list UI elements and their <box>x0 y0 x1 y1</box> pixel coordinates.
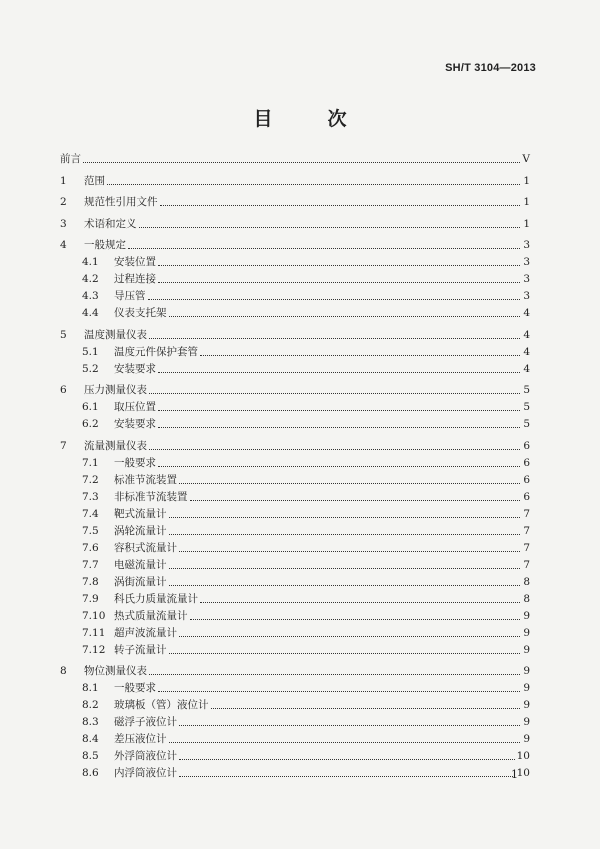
dot-leader <box>148 299 521 300</box>
dot-leader <box>158 466 520 467</box>
toc-entry-number: 7.7 <box>82 558 99 571</box>
toc-entry-title: 仪表支托架 <box>114 307 167 319</box>
page-title: 目 次 <box>253 108 365 130</box>
toc-entry-title: 前言 <box>60 153 81 165</box>
toc-entry-number: 6.2 <box>82 418 99 430</box>
toc-entry[interactable] <box>60 399 530 416</box>
toc-entry-title: 术语和定义 <box>84 217 137 230</box>
dot-leader <box>169 653 521 654</box>
toc-entry-page: 4 <box>523 345 530 358</box>
toc-entry-number: 8.5 <box>82 750 99 762</box>
toc-entry[interactable] <box>60 731 530 748</box>
toc-entry-number: 6.1 <box>82 401 99 413</box>
toc-entry-page: 8 <box>523 575 530 588</box>
dot-leader <box>158 265 520 266</box>
toc-entry-title: 导压管 <box>114 290 146 302</box>
toc-entry[interactable] <box>60 305 530 322</box>
toc-entry[interactable] <box>60 765 530 782</box>
toc-entry-number: 8.4 <box>82 733 99 745</box>
toc-entry[interactable] <box>60 438 530 455</box>
toc-entry[interactable] <box>60 748 530 765</box>
toc-entry-title: 玻璃板（管）液位计 <box>114 699 209 711</box>
toc-entry-title: 转子流量计 <box>114 643 167 656</box>
toc-entry[interactable] <box>60 714 530 731</box>
toc-entry-page: 5 <box>523 418 530 430</box>
toc-entry-number: 8 <box>60 665 67 677</box>
toc-entry-title: 电磁流量计 <box>114 558 167 571</box>
dot-leader <box>169 568 521 569</box>
toc-entry[interactable] <box>60 608 530 625</box>
page-number: 1 <box>511 768 518 781</box>
toc-entry-title: 外浮筒液位计 <box>114 750 177 762</box>
toc-entry-title: 安装要求 <box>114 362 156 375</box>
toc-entry-number: 1 <box>60 174 67 187</box>
toc-entry-page: 9 <box>523 626 530 639</box>
toc-entry-page: V <box>522 153 530 165</box>
toc-entry-number: 5 <box>60 328 67 341</box>
toc-entry-title: 一般要求 <box>114 456 156 469</box>
dot-leader <box>158 372 520 373</box>
toc-entry-page: 9 <box>523 609 530 622</box>
toc-entry-page: 3 <box>523 256 530 268</box>
toc-entry-title: 超声波流量计 <box>114 626 177 639</box>
dot-leader <box>158 691 520 692</box>
dot-leader <box>83 162 520 163</box>
toc-entry-page: 7 <box>523 558 530 571</box>
toc-entry-title: 范围 <box>84 174 105 187</box>
toc-entry-number: 7.2 <box>82 473 99 486</box>
dot-leader <box>169 316 521 317</box>
toc-entry[interactable] <box>60 506 530 523</box>
dot-leader <box>139 227 521 228</box>
toc-entry[interactable] <box>60 271 530 288</box>
toc-entry[interactable] <box>60 540 530 557</box>
toc-entry-number: 7.1 <box>82 456 99 469</box>
toc-entry-page: 9 <box>523 665 530 677</box>
toc-entry[interactable] <box>60 472 530 489</box>
dot-leader <box>149 393 520 394</box>
toc-entry-number: 8.3 <box>82 716 99 728</box>
toc-entry-page: 6 <box>523 473 530 486</box>
toc-entry-title: 物位测量仪表 <box>84 665 147 677</box>
toc-entry-number: 7.3 <box>82 490 99 503</box>
toc-entry-title: 取压位置 <box>114 401 156 413</box>
toc-entry[interactable] <box>60 344 530 361</box>
toc-entry[interactable] <box>60 151 530 168</box>
toc-entry-number: 7.8 <box>82 575 99 588</box>
toc-entry-number: 7.10 <box>82 609 106 622</box>
toc-entry-number: 7 <box>60 439 67 452</box>
toc-entry[interactable] <box>60 680 530 697</box>
dot-leader <box>149 338 520 339</box>
toc-entry-page: 9 <box>523 643 530 656</box>
toc-entry-page: 1 <box>523 174 530 187</box>
toc-entry-title: 温度元件保护套管 <box>114 345 198 358</box>
toc-entry-title: 压力测量仪表 <box>84 384 147 396</box>
toc-entry-title: 容积式流量计 <box>114 541 177 554</box>
toc-entry-page: 6 <box>523 439 530 452</box>
toc-entry-number: 7.11 <box>82 626 106 639</box>
toc-entry-page: 9 <box>523 682 530 694</box>
dot-leader <box>179 725 520 726</box>
toc-entry-title: 温度测量仪表 <box>84 328 147 341</box>
dot-leader <box>169 585 521 586</box>
dot-leader <box>169 517 521 518</box>
dot-leader <box>211 708 521 709</box>
toc-entry-number: 4.2 <box>82 273 99 285</box>
toc-entry-page: 10 <box>516 750 530 762</box>
table-of-contents <box>60 151 530 782</box>
dot-leader <box>179 776 515 777</box>
toc-entry[interactable] <box>60 489 530 506</box>
toc-entry-number: 7.12 <box>82 643 106 656</box>
toc-entry-title: 一般要求 <box>114 682 156 694</box>
toc-entry-number: 4 <box>60 239 67 251</box>
toc-entry-page: 1 <box>523 217 530 230</box>
toc-entry-number: 3 <box>60 217 67 230</box>
toc-entry-page: 5 <box>523 384 530 396</box>
toc-entry[interactable] <box>60 642 530 659</box>
dot-leader <box>179 759 515 760</box>
dot-leader <box>128 248 520 249</box>
toc-entry[interactable] <box>60 361 530 378</box>
toc-entry-title: 流量测量仪表 <box>84 439 147 452</box>
toc-entry-title: 一般规定 <box>84 239 126 251</box>
toc-entry-title: 热式质量流量计 <box>114 609 188 622</box>
toc-entry-page: 6 <box>523 456 530 469</box>
toc-entry-page: 3 <box>523 239 530 251</box>
toc-entry-title: 磁浮子液位计 <box>114 716 177 728</box>
document-code: SH/T 3104—2013 <box>445 62 536 74</box>
toc-entry[interactable] <box>60 237 530 254</box>
dot-leader <box>179 483 520 484</box>
toc-entry-number: 8.6 <box>82 767 99 779</box>
toc-entry[interactable] <box>60 455 530 472</box>
toc-entry-page: 4 <box>523 328 530 341</box>
dot-leader <box>158 282 520 283</box>
toc-entry-page: 7 <box>523 524 530 537</box>
toc-entry[interactable] <box>60 663 530 680</box>
dot-leader <box>190 500 521 501</box>
toc-entry[interactable] <box>60 194 530 211</box>
toc-entry-number: 4.1 <box>82 256 99 268</box>
toc-entry-title: 差压液位计 <box>114 733 167 745</box>
toc-entry[interactable] <box>60 591 530 608</box>
toc-entry-number: 2 <box>60 196 67 208</box>
dot-leader <box>149 674 520 675</box>
toc-entry[interactable] <box>60 625 530 642</box>
toc-entry-title: 安装要求 <box>114 418 156 430</box>
toc-entry-number: 7.9 <box>82 592 99 605</box>
toc-entry[interactable] <box>60 216 530 233</box>
toc-entry-title: 规范性引用文件 <box>84 196 158 208</box>
toc-entry-number: 5.1 <box>82 345 99 358</box>
toc-entry-title: 靶式流量计 <box>114 507 167 520</box>
toc-entry-number: 7.4 <box>82 507 99 520</box>
dot-leader <box>190 619 521 620</box>
toc-entry[interactable] <box>60 254 530 271</box>
dot-leader <box>149 449 520 450</box>
toc-entry[interactable] <box>60 173 530 190</box>
toc-entry[interactable] <box>60 557 530 574</box>
dot-leader <box>179 636 520 637</box>
toc-entry[interactable] <box>60 288 530 305</box>
dot-leader <box>200 355 520 356</box>
toc-entry-title: 内浮筒液位计 <box>114 767 177 779</box>
toc-entry-title: 标准节流装置 <box>114 473 177 486</box>
toc-entry-page: 3 <box>523 290 530 302</box>
toc-entry[interactable] <box>60 382 530 399</box>
toc-entry[interactable] <box>60 327 530 344</box>
toc-entry-page: 4 <box>523 307 530 319</box>
toc-entry-page: 9 <box>523 716 530 728</box>
toc-entry-number: 8.1 <box>82 682 99 694</box>
toc-entry-page: 9 <box>523 699 530 711</box>
dot-leader <box>158 427 520 428</box>
toc-entry[interactable] <box>60 574 530 591</box>
toc-entry-page: 7 <box>523 507 530 520</box>
toc-entry-page: 6 <box>523 490 530 503</box>
toc-entry-number: 5.2 <box>82 362 99 375</box>
dot-leader <box>169 534 521 535</box>
toc-entry-number: 6 <box>60 384 67 396</box>
toc-entry[interactable] <box>60 697 530 714</box>
dot-leader <box>200 602 520 603</box>
toc-entry-number: 7.6 <box>82 541 99 554</box>
toc-entry[interactable] <box>60 523 530 540</box>
toc-entry-number: 4.3 <box>82 290 99 302</box>
dot-leader <box>169 742 521 743</box>
dot-leader <box>160 205 521 206</box>
toc-entry-number: 8.2 <box>82 699 99 711</box>
toc-entry-page: 7 <box>523 541 530 554</box>
toc-entry-page: 10 <box>516 767 530 779</box>
toc-entry-page: 4 <box>523 362 530 375</box>
toc-entry-number: 7.5 <box>82 524 99 537</box>
toc-entry-page: 1 <box>523 196 530 208</box>
dot-leader <box>107 184 520 185</box>
toc-entry-title: 涡轮流量计 <box>114 524 167 537</box>
toc-entry[interactable] <box>60 416 530 433</box>
toc-entry-title: 科氏力质量流量计 <box>114 592 198 605</box>
toc-entry-page: 5 <box>523 401 530 413</box>
toc-entry-page: 8 <box>523 592 530 605</box>
dot-leader <box>179 551 520 552</box>
toc-entry-number: 4.4 <box>82 307 99 319</box>
toc-entry-title: 过程连接 <box>114 273 156 285</box>
toc-entry-page: 9 <box>523 733 530 745</box>
toc-entry-page: 3 <box>523 273 530 285</box>
toc-entry-title: 非标准节流装置 <box>114 490 188 503</box>
dot-leader <box>158 410 520 411</box>
toc-entry-title: 安装位置 <box>114 256 156 268</box>
toc-entry-title: 涡街流量计 <box>114 575 167 588</box>
